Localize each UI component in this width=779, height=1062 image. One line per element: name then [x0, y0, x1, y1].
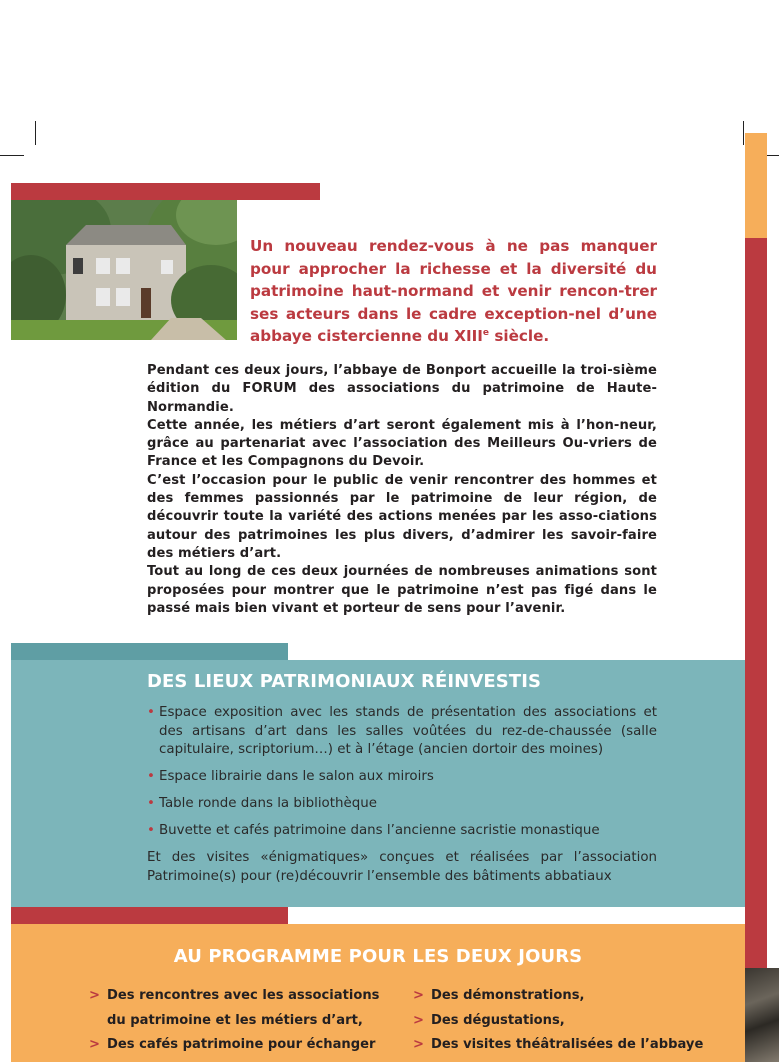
programme-item-text: Des visites théâtralisées de l’abbaye [431, 1037, 704, 1052]
abbey-photo [11, 200, 237, 340]
list-item [147, 768, 657, 787]
programme-item [89, 984, 404, 1009]
body-paragraph: C’est l’occasion pour le public de venir rencontrer des hommes et des femmes passionnés par le patrimoine de leur région, de découvrir toute la variété des actions menées par les asso-ciations autour des patrimoines les plus divers, d’admirer les savoir-faire des métiers d’art. [147, 472, 657, 561]
bullet-icon: • [147, 769, 155, 785]
list-item-text: Buvette et cafés patrimoine dans l’ancienne sacristie monastique [159, 823, 600, 839]
programme-title: AU PROGRAMME POUR LES DEUX JOURS [173, 946, 583, 967]
bullet-icon: • [147, 823, 155, 839]
programme-item [413, 984, 733, 1009]
lieux-title: DES LIEUX PATRIMONIAUX RÉINVESTIS [147, 671, 542, 692]
crop-mark-left-h [0, 155, 24, 156]
programme-right-list [413, 984, 733, 1058]
teal-tab [11, 643, 288, 660]
programme-item [413, 1033, 733, 1058]
programme-item-text: Des rencontres avec les associations [107, 988, 380, 1003]
body-text [147, 362, 657, 618]
list-item [147, 822, 657, 841]
red-tab [11, 907, 288, 924]
bullet-icon: • [147, 796, 155, 812]
lieux-list [147, 704, 657, 850]
arrow-icon: > [89, 988, 100, 1003]
lieux-footer: Et des visites «énigmatiques» conçues et réalisées par l’association Patrimoine(s) pour (re)découvrir l’ensemble des bâtiments abbatiaux [147, 850, 657, 884]
programme-item-text: Des dégustations, [431, 1012, 565, 1028]
intro-line1: Un nouveau rendez-vous à ne pas manquer pour approcher la richesse et la diversité du patrimoine haut-normand et venir rencon-trer ses acteurs dans le cadre exception-nel d’une abbaye cistercienne du XIII [250, 237, 657, 345]
arrow-icon: > [413, 988, 424, 1003]
list-item-text: Espace exposition avec les stands de présentation des associations et des artisans d’art dans les salles voûtées du rez-de-chaussée (salle capitulaire, scriptorium…) et à l’étage (ancien dortoir des moines) [159, 705, 657, 758]
list-item-text: Table ronde dans la bibliothèque [159, 796, 377, 812]
programme-item [89, 1033, 404, 1058]
arrow-icon: > [413, 1012, 424, 1028]
body-paragraph: Pendant ces deux jours, l’abbaye de Bonport accueille la troi-sième édition du FORUM des associations du patrimoine de Haute-Normandie. [147, 363, 657, 415]
programme-item-text: du patrimoine et les métiers d’art, [107, 1012, 363, 1028]
header-red-bar [11, 183, 320, 200]
arrow-icon: > [413, 1037, 424, 1052]
right-strip-photo [745, 968, 779, 1062]
right-strip-orange [745, 133, 767, 238]
intro-line2: siècle. [489, 327, 550, 345]
crop-mark-left-v [35, 121, 36, 145]
intro-text [250, 235, 657, 348]
arrow-icon: > [89, 1037, 100, 1052]
body-paragraph: Tout au long de ces deux journées de nombreuses animations sont proposées pour montrer que le patrimoine n’est pas figé dans le passé mais bien vivant et porteur de sens pour l’avenir. [147, 564, 657, 616]
list-item [147, 704, 657, 760]
bullet-icon: • [147, 705, 155, 720]
body-paragraph: Cette année, les métiers d’art seront également mis à l’hon-neur, grâce au partenariat avec l’association des Meilleurs Ou-vriers de France et les Compagnons du Devoir. [147, 417, 657, 470]
intro-sup: e [482, 327, 490, 338]
list-item-text: Espace librairie dans le salon aux miroirs [159, 769, 434, 785]
programme-item [413, 1009, 733, 1034]
right-strip-red [745, 238, 767, 968]
list-item [147, 795, 657, 814]
crop-mark-right-v [743, 121, 744, 145]
programme-left-list [89, 984, 404, 1058]
programme-item-text: Des cafés patrimoine pour échanger [107, 1037, 376, 1052]
programme-item-text: Des démonstrations, [431, 988, 585, 1003]
programme-item [89, 1009, 404, 1034]
